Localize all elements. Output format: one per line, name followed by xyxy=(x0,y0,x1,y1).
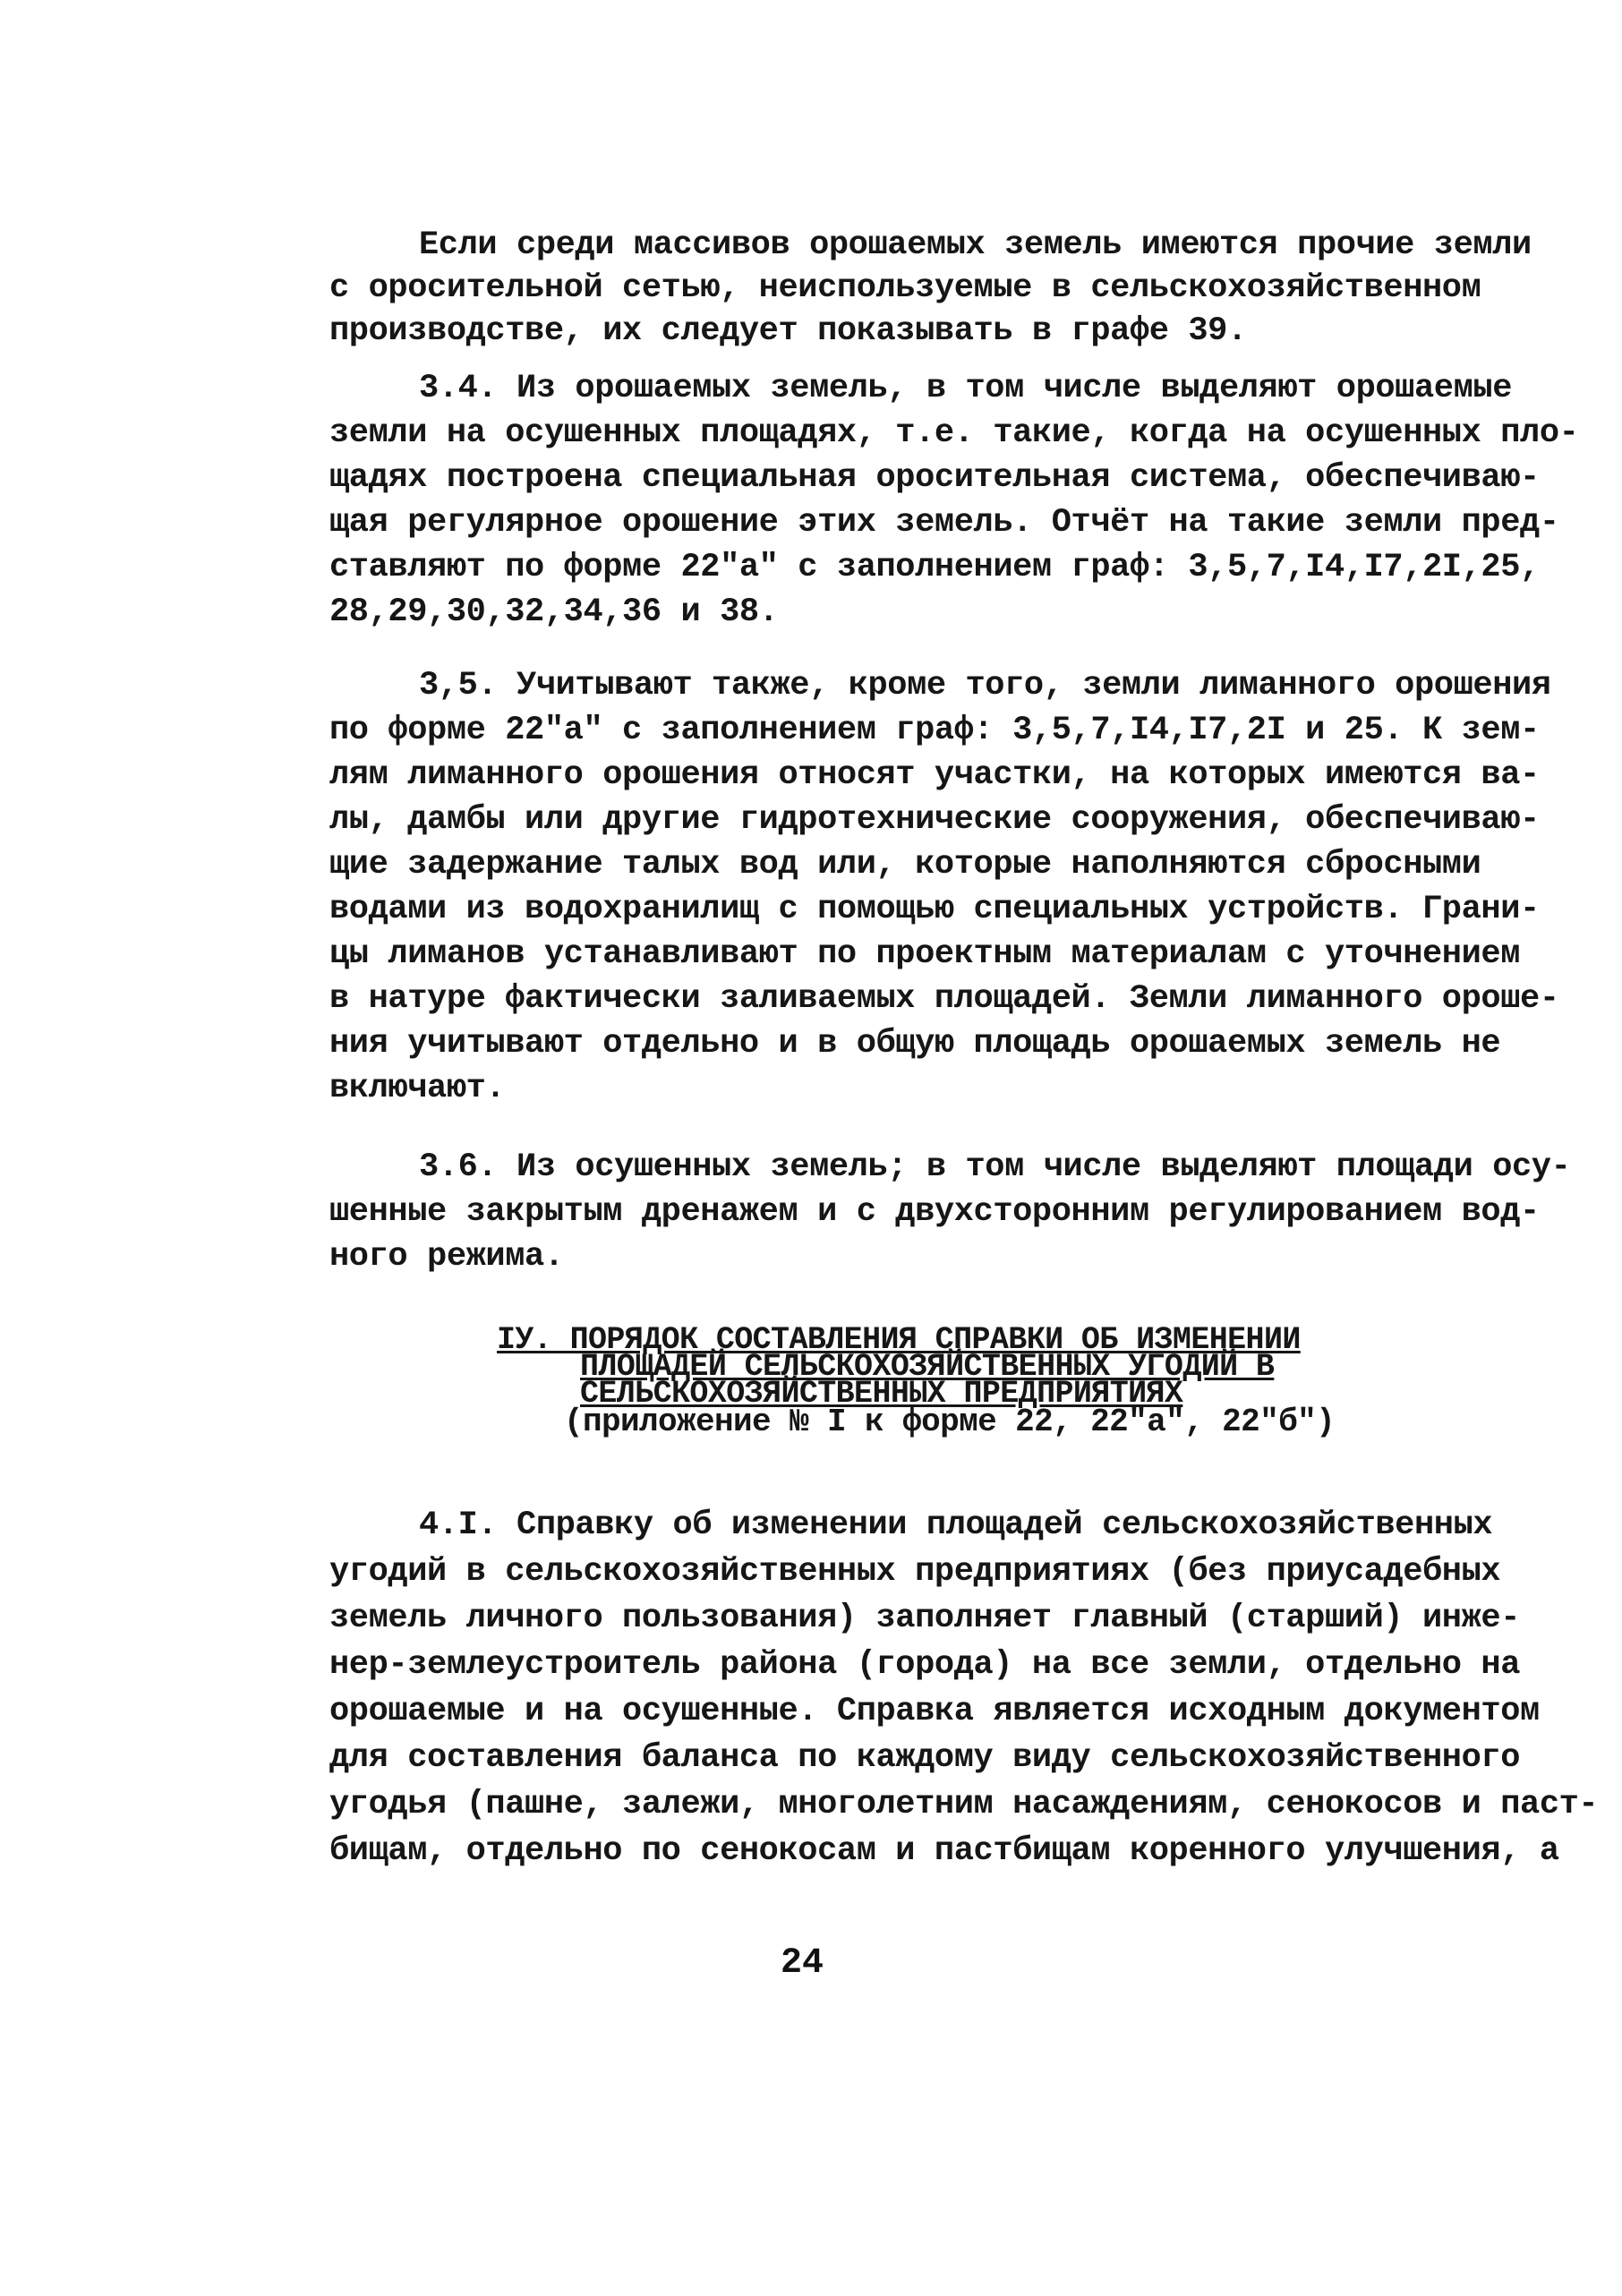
text-line: водами из водохранилищ с помощью специальных устройств. Грани- xyxy=(329,891,1540,928)
text-line: щая регулярное орошение этих земель. Отчёт на такие земли пред- xyxy=(329,504,1559,542)
text-line: земли на осушенных площадях, т.е. такие, когда на осушенных пло- xyxy=(329,414,1579,452)
text-line: щадях построена специальная оросительная система, обеспечиваю- xyxy=(329,459,1540,497)
text-line: щие задержание талых вод или, которые наполняются сбросными xyxy=(329,846,1481,883)
text-line: производстве, их следует показывать в графе 39. xyxy=(329,312,1247,350)
text-line: 28,29,30,32,34,36 и 38. xyxy=(329,593,779,631)
text-line: 3.4. Из орошаемых земель, в том числе выделяют орошаемые xyxy=(419,370,1513,407)
section-heading-line: IУ. ПОРЯДОК СОСТАВЛЕНИЯ СПРАВКИ ОБ ИЗМЕНЕНИИ xyxy=(497,1322,1301,1358)
text-line: 4.I. Справку об изменении площадей сельскохозяйственных xyxy=(419,1506,1493,1544)
text-line: цы лиманов устанавливают по проектным материалам с уточнением xyxy=(329,935,1521,973)
text-line: в натуре фактически заливаемых площадей. Земли лиманного ороше- xyxy=(329,980,1559,1018)
text-line: по форме 22"а" с заполнением граф: 3,5,7,I4,I7,2I и 25. К зем- xyxy=(329,712,1540,749)
text-line: угодий в сельскохозяйственных предприятиях (без приусадебных xyxy=(329,1553,1501,1591)
text-line: ставляют по форме 22"а" с заполнением граф: 3,5,7,I4,I7,2I,25, xyxy=(329,549,1540,586)
section-heading-line: ПЛОЩАДЕЙ СЕЛЬСКОХОЗЯЙСТВЕННЫХ УГОДИЙ В xyxy=(580,1349,1275,1385)
text-line: для составления баланса по каждому виду сельскохозяйственного xyxy=(329,1739,1521,1777)
section-heading-subtitle: (приложение № I к форме 22, 22"а", 22"б") xyxy=(564,1404,1336,1440)
text-line: с оросительной сетью, неиспользуемые в сельскохозяйственном xyxy=(329,269,1481,307)
text-line: лям лиманного орошения относят участки, на которых имеются ва- xyxy=(329,756,1540,794)
text-line: земель личного пользования) заполняет главный (старший) инже- xyxy=(329,1600,1521,1637)
section-heading-line: СЕЛЬСКОХОЗЯЙСТВЕННЫХ ПРЕДПРИЯТИЯХ xyxy=(580,1376,1183,1412)
text-line: бищам, отдельно по сенокосам и пастбищам коренного улучшения, а xyxy=(329,1832,1559,1870)
text-line: 3,5. Учитывают также, кроме того, земли лиманного орошения xyxy=(419,667,1551,704)
text-line: орошаемые и на осушенные. Справка является исходным документом xyxy=(329,1693,1540,1730)
text-line: 3.6. Из осушенных земель; в том числе выделяют площади осу- xyxy=(419,1148,1571,1186)
text-line: лы, дамбы или другие гидротехнические сооружения, обеспечиваю- xyxy=(329,801,1540,839)
text-line: Если среди массивов орошаемых земель имеются прочие земли xyxy=(419,226,1532,264)
text-line: ного режима. xyxy=(329,1238,564,1276)
text-line: ния учитывают отдельно и в общую площадь орошаемых земель не xyxy=(329,1025,1501,1063)
text-line: нер-землеустроитель района (города) на все земли, отдельно на xyxy=(329,1646,1521,1684)
text-line: угодья (пашне, залежи, многолетним насаждениям, сенокосов и паст- xyxy=(329,1786,1599,1823)
text-line: включают. xyxy=(329,1070,506,1107)
page-number: 24 xyxy=(781,1943,824,1984)
text-line: шенные закрытым дренажем и с двухсторонним регулированием вод- xyxy=(329,1193,1540,1231)
